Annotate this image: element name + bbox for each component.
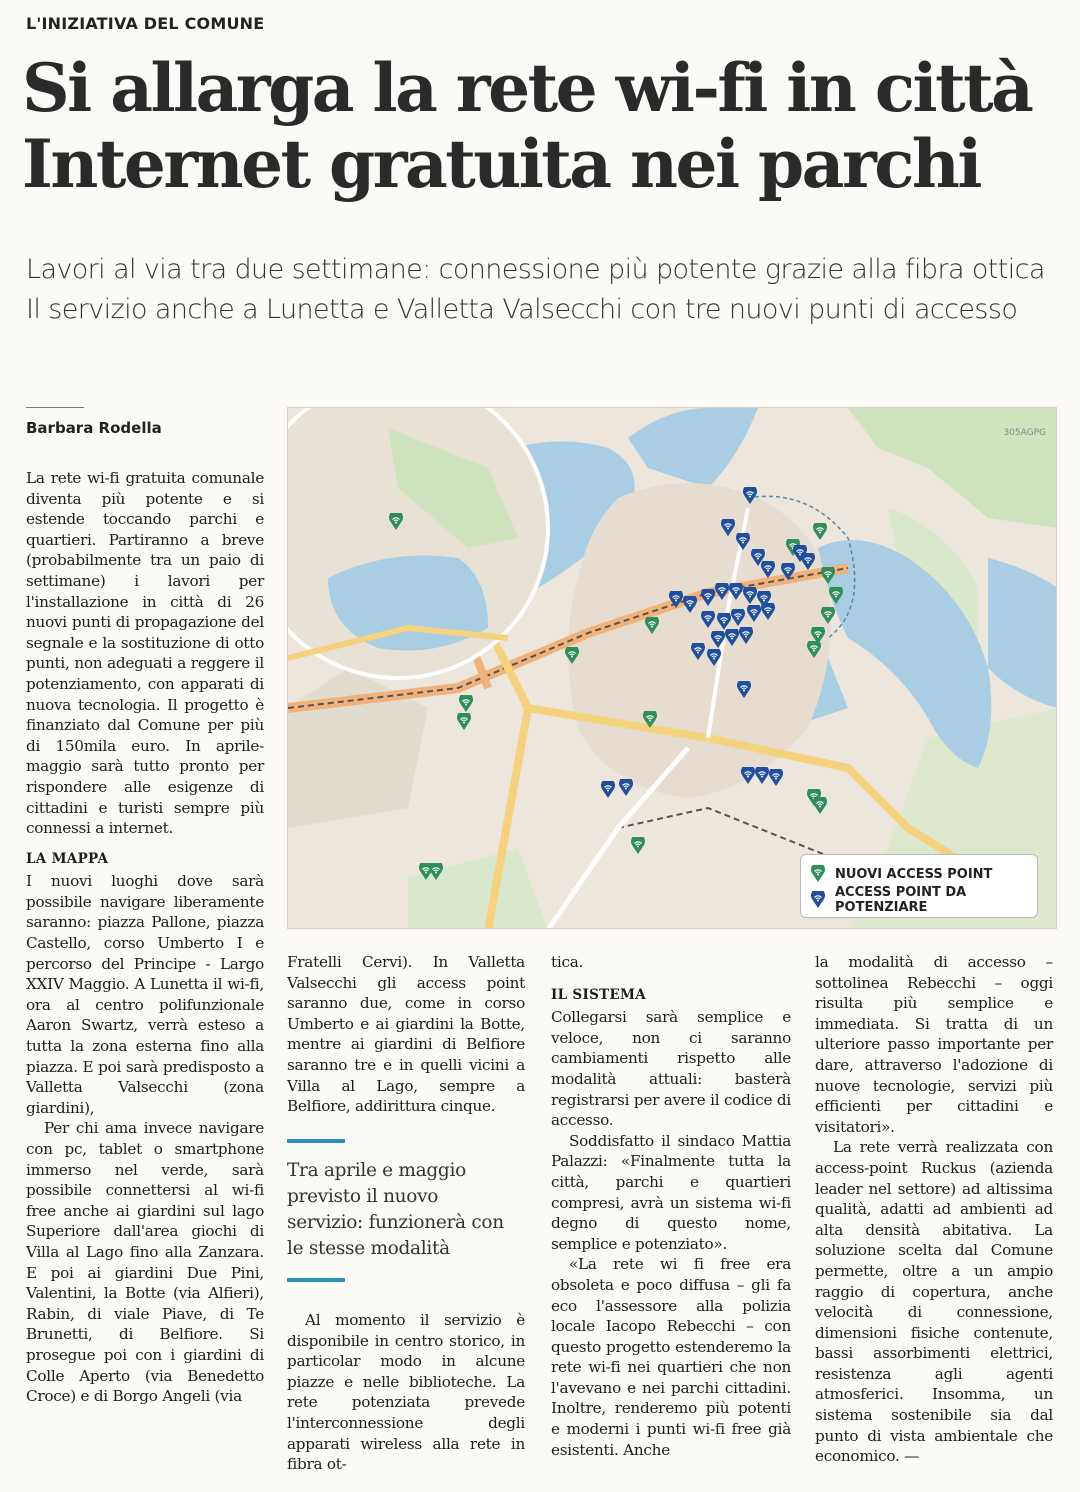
paragraph: Soddisfatto il sindaco Mattia Palazzi: «Finalmente tutta la città, parchi e quartieri compresi, avrà un sistema wi-fi degno di questo nome, semplice e potenziato». bbox=[551, 1131, 791, 1253]
wifi-pin-icon bbox=[813, 523, 827, 541]
wifi-pin-icon bbox=[781, 563, 795, 581]
wifi-pin-icon bbox=[755, 767, 769, 785]
wifi-pin-icon bbox=[389, 513, 403, 531]
wifi-pin-icon-blue bbox=[811, 891, 825, 909]
paragraph: La rete wi-fi gratuita comunale diventa più potente e si estende toccando parchi e quartieri. Partiranno a breve (probabilmente tra un paio di settimane) i lavori per l'installazione in città di 26 nuovi punti di propagazione del segnale e la sostituzione di otto punti, non adeguati a reggere il potenziamento, con apparati di nuova tecnologia. Il progetto è finanziato dal Comune per più di 150mila euro. In aprile-maggio sarà tutto pronto per rispondere alle esigenze di cittadini e turisti sempre più connessi a internet. bbox=[26, 469, 264, 838]
wifi-pin-icon bbox=[601, 781, 615, 799]
wifi-pin-icon bbox=[721, 519, 735, 537]
wifi-pin-icon bbox=[701, 611, 715, 629]
wifi-pin-icon bbox=[761, 603, 775, 621]
byline: Barbara Rodella bbox=[26, 419, 162, 437]
paragraph: la modalità di accesso – sottolinea Rebecchi – oggi risulta più semplice e immediata. Si tratta di un ulteriore passo importante per dare, attraverso l'adozione di nuove tecnologie, servizi più efficienti per cittadini e visitatori». bbox=[815, 953, 1053, 1136]
wifi-pin-icon bbox=[715, 583, 729, 601]
subheadline-line-2: Il servizio anche a Lunetta e Valletta Valsecchi con tre nuovi punti di accesso bbox=[26, 294, 1018, 325]
headline-line-1: Si allarga la rete wi-fi in città bbox=[22, 49, 1032, 127]
wifi-pin-icon bbox=[645, 617, 659, 635]
byline-rule bbox=[26, 407, 84, 408]
wifi-pin-icon bbox=[457, 713, 471, 731]
wifi-pin-icon bbox=[619, 779, 633, 797]
wifi-pin-icon bbox=[631, 837, 645, 855]
wifi-pin-icon bbox=[743, 487, 757, 505]
paragraph: Fratelli Cervi). In Valletta Valsecchi gli access point saranno due, come in corso Umberto e ai giardini la Botte, mentre ai giardini di Belfiore saranno tre e in quelli vicini a Villa al Lago, sempre a Belfiore, addirittura cinque. bbox=[287, 953, 525, 1116]
wifi-pin-icon bbox=[741, 767, 755, 785]
wifi-pin-icon-green bbox=[811, 865, 825, 883]
paragraph: Collegarsi sarà semplice e veloce, non ci saranno cambiamenti rispetto alle modalità attuali: basterà registrarsi per avere il codice di accesso. bbox=[551, 1008, 791, 1130]
wifi-access-point-map bbox=[287, 407, 1057, 929]
pull-quote: Tra aprile e maggio previsto il nuovo servizio: funzionerà con le stesse modalità bbox=[287, 1160, 504, 1259]
wifi-pin-icon bbox=[793, 545, 807, 563]
headline bbox=[22, 50, 1062, 202]
paragraph: La rete verrà realizzata con access-point Ruckus (azienda leader nel settore) ad altissima qualità, adatti ad ambienti ad alta densità abitativa. La soluzione scelta dal Comune permette, oltre a un ampio raggio di copertura, anche velocità di connessione, dimensioni fisiche contenute, bassi assorbimenti elettrici, resistenza agli agenti atmosferici. Insomma, un sistema sostenibile sia dal punto di vista ambientale che economico. — bbox=[815, 1138, 1053, 1466]
article-column-1 bbox=[26, 468, 264, 1407]
wifi-pin-icon bbox=[739, 627, 753, 645]
pull-quote-rule-bottom bbox=[287, 1278, 345, 1282]
wifi-pin-icon bbox=[807, 641, 821, 659]
paragraph: Per chi ama invece navigare con pc, tablet o smartphone immerso nel verde, sarà possibile connettersi al wi-fi free anche ai giardini sul lago Superiore dall'area giochi di Villa al Lago fino alla Zanzara. E poi ai giardini Due Pini, Valentini, la Botte (via Alfieri), Rabin, di viale Piave, di Te Brunetti, di Belfiore. Si prosegue poi con i giardini di Colle Aperto (via Benedetto Croce) e di Borgo Angeli (via bbox=[26, 1119, 264, 1406]
wifi-pin-icon bbox=[761, 561, 775, 579]
wifi-pin-icon bbox=[821, 567, 835, 585]
wifi-pin-icon bbox=[829, 587, 843, 605]
headline-line-2: Internet gratuita nei parchi bbox=[22, 125, 980, 203]
wifi-pin-icon bbox=[737, 681, 751, 699]
wifi-pin-icon bbox=[725, 629, 739, 647]
legend-label-upgrade: ACCESS POINT DA POTENZIARE bbox=[835, 885, 967, 915]
map-credit: 305AGPG bbox=[1003, 428, 1046, 438]
legend-label-new: NUOVI ACCESS POINT bbox=[835, 866, 993, 882]
wifi-pin-icon bbox=[711, 631, 725, 649]
wifi-pin-icon bbox=[691, 643, 705, 661]
wifi-pin-icon bbox=[701, 589, 715, 607]
paragraph: tica. bbox=[551, 953, 584, 971]
article-column-4 bbox=[815, 952, 1053, 1467]
map-legend bbox=[800, 854, 1038, 918]
subheading-la-mappa: LA MAPPA bbox=[26, 850, 109, 867]
section-kicker: L'INIZIATIVA DEL COMUNE bbox=[26, 14, 265, 33]
wifi-pin-icon bbox=[729, 583, 743, 601]
wifi-pin-icon bbox=[747, 605, 761, 623]
article-column-3 bbox=[551, 952, 791, 1460]
legend-item-upgrade bbox=[811, 887, 1027, 913]
wifi-pin-icon bbox=[731, 609, 745, 627]
legend-item-new bbox=[811, 861, 1027, 887]
pull-quote-rule-top bbox=[287, 1139, 345, 1143]
subheadline bbox=[26, 250, 1066, 330]
paragraph: Al momento il servizio è disponibile in centro storico, in particolar modo in alcune piazze e nelle biblioteche. La rete potenziata prevede l'interconnessione degli apparati wireless alla rete in fibra ot- bbox=[287, 1311, 525, 1474]
article-column-2-top bbox=[287, 952, 525, 1117]
paragraph: I nuovi luoghi dove sarà possibile navigare liberamente saranno: piazza Pallone, piazza Castello, corso Umberto I e percorso del Principe - Largo XXIV Maggio. A Lunetta il wi-fi, ora al centro polifunzionale Aaron Swartz, verrà esteso a tutta la zona esterna fino alla piazza. E poi sarà predisposto a Valletta Valsecchi (zona giardini), bbox=[26, 872, 264, 1117]
paragraph: «La rete wi fi free era obsoleta e poco diffusa – gli fa eco l'assessore alla polizia locale Iacopo Rebecchi – con questo progetto estenderemo la rete wi-fi nei quartieri che non l'avevano e nei parchi cittadini. Inoltre, renderemo più potenti e moderni i punti wi-fi free già esistenti. Anche bbox=[551, 1255, 791, 1459]
wifi-pin-icon bbox=[565, 647, 579, 665]
wifi-pin-icon bbox=[669, 591, 683, 609]
wifi-pin-icon bbox=[769, 769, 783, 787]
article-column-2-bottom bbox=[287, 1310, 525, 1475]
wifi-pin-icon bbox=[683, 596, 697, 614]
wifi-pin-icon bbox=[821, 607, 835, 625]
wifi-pin-icon bbox=[643, 711, 657, 729]
wifi-pin-icon bbox=[736, 533, 750, 551]
access-point-markers bbox=[288, 408, 1057, 929]
subheading-il-sistema: IL SISTEMA bbox=[551, 986, 647, 1003]
subheadline-line-1: Lavori al via tra due settimane: connessione più potente grazie alla fibra ottica bbox=[26, 254, 1045, 285]
wifi-pin-icon bbox=[707, 649, 721, 667]
wifi-pin-icon bbox=[459, 695, 473, 713]
wifi-pin-icon bbox=[813, 797, 827, 815]
wifi-pin-icon bbox=[429, 863, 443, 881]
wifi-pin-icon bbox=[743, 587, 757, 605]
